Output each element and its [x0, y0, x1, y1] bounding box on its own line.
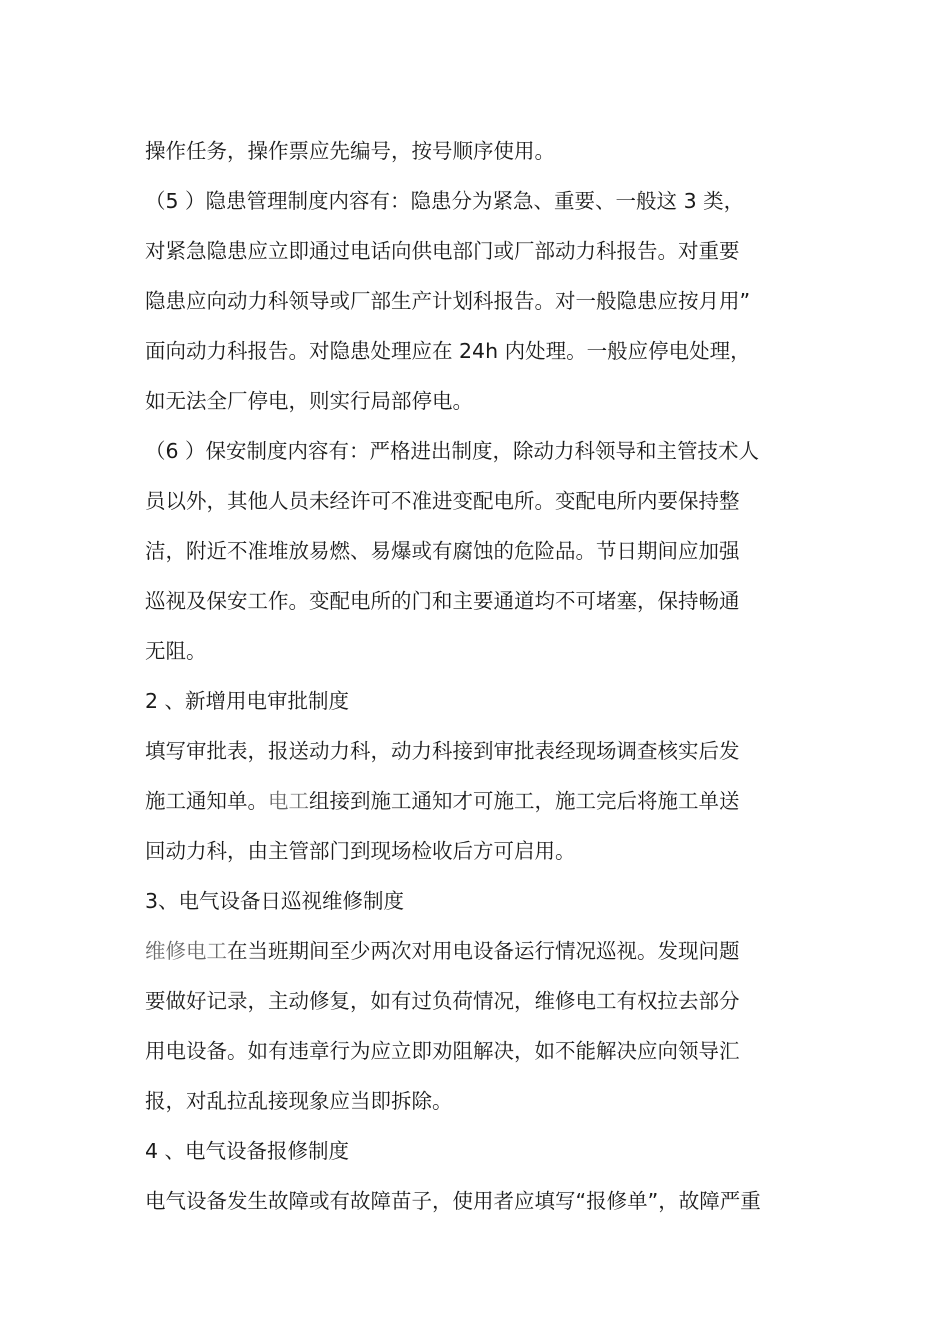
line-text-accent: 电工 — [268, 789, 309, 813]
paragraph-line: 用电设备。如有违章行为应立即劝阻解决，如不能解决应向领导汇 — [145, 1039, 740, 1063]
paragraph-line: 员以外，其他人员未经许可不准进变配电所。变配电所内要保持整 — [145, 489, 740, 513]
paragraph-line: 填写审批表，报送动力科，动力科接到审批表经现场调查核实后发 — [145, 739, 740, 763]
section-heading: 3、电气设备日巡视维修制度 — [145, 889, 405, 913]
paragraph-line: 隐患应向动力科领导或厂部生产计划科报告。对一般隐患应按月用” — [145, 289, 751, 313]
line-text-pre: 施工通知单。 — [145, 789, 268, 813]
line-text-accent: 维修电工 — [145, 939, 227, 963]
paragraph-line: 操作任务，操作票应先编号，按号顺序使用。 — [145, 139, 555, 163]
paragraph-line: 电气设备发生故障或有故障苗子，使用者应填写“报修单”，故障严重 — [145, 1189, 761, 1213]
line-text-post: 组接到施工通知才可施工，施工完后将施工单送 — [309, 789, 740, 813]
paragraph-line: 洁，附近不准堆放易燃、易爆或有腐蚀的危险品。节日期间应加强 — [145, 539, 740, 563]
paragraph-line: 面向动力科报告。对隐患处理应在 24h 内处理。一般应停电处理， — [145, 339, 751, 363]
paragraph-line: 如无法全厂停电，则实行局部停电。 — [145, 389, 473, 413]
line-text-post: 在当班期间至少两次对用电设备运行情况巡视。发现问题 — [227, 939, 740, 963]
paragraph-line: （5 ）隐患管理制度内容有：隐患分为紧急、重要、一般这 3 类， — [145, 189, 745, 213]
paragraph-line: 对紧急隐患应立即通过电话向供电部门或厂部动力科报告。对重要 — [145, 239, 740, 263]
section-heading: 2 、新增用电审批制度 — [145, 689, 350, 713]
paragraph-line — [145, 786, 815, 816]
paragraph-line: 报，对乱拉乱接现象应当即拆除。 — [145, 1089, 453, 1113]
paragraph-line: 无阻。 — [145, 639, 207, 663]
paragraph-line: 回动力科，由主管部门到现场检收后方可启用。 — [145, 839, 576, 863]
section-heading: 4 、电气设备报修制度 — [145, 1139, 350, 1163]
paragraph-line — [145, 936, 815, 966]
paragraph-line: 要做好记录，主动修复，如有过负荷情况，维修电工有权拉去部分 — [145, 989, 740, 1013]
paragraph-line: 巡视及保安工作。变配电所的门和主要通道均不可堵塞，保持畅通 — [145, 589, 740, 613]
paragraph-line: （6 ）保安制度内容有：严格进出制度，除动力科领导和主管技术人 — [145, 439, 760, 463]
